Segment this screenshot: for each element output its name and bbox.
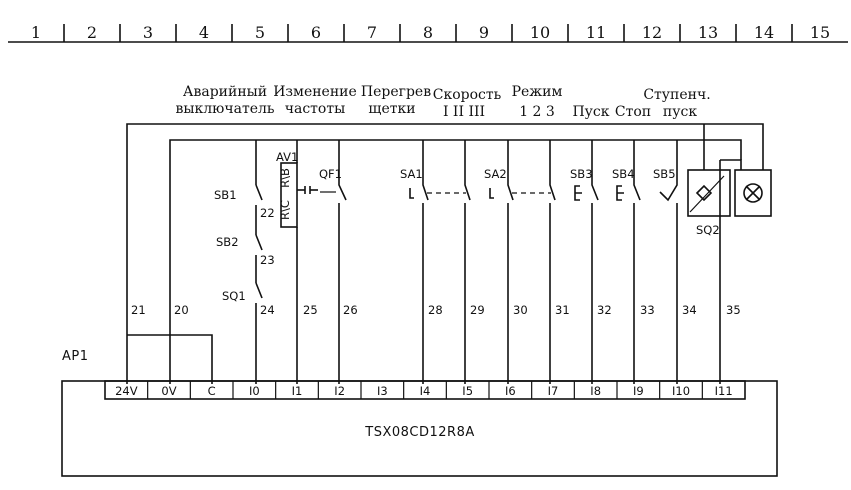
wire-29: 29 — [470, 303, 485, 317]
label-sa2: SA2 — [484, 167, 507, 181]
label-sb2: SB2 — [216, 235, 239, 249]
caption-overheat-1: Перегрев — [360, 84, 432, 100]
caption-start: Пуск — [572, 104, 610, 120]
plc-terminal: I5 — [462, 384, 474, 398]
ruler-label: 5 — [254, 23, 266, 42]
plc-terminal: C — [207, 384, 216, 398]
caption-step-2: пуск — [662, 104, 698, 120]
plc-terminal: I2 — [334, 384, 346, 398]
plc-terminal: I11 — [714, 384, 733, 398]
ruler-label: 6 — [310, 23, 322, 42]
wire-28: 28 — [428, 303, 443, 317]
wire-34: 34 — [682, 303, 697, 317]
ruler-label: 11 — [585, 23, 607, 42]
caption-emergency-2: выключатель — [175, 101, 275, 117]
label-sb1: SB1 — [214, 188, 237, 202]
caption-speed-1: Скорость — [432, 87, 502, 103]
label-sq2: SQ2 — [696, 223, 720, 237]
ruler-label: 10 — [529, 23, 551, 42]
ruler-label: 13 — [697, 23, 719, 42]
caption-step-1: Ступенч. — [643, 87, 711, 103]
ruler-label: 2 — [86, 23, 98, 42]
ruler-label: 4 — [198, 23, 210, 42]
label-sb5: SB5 — [653, 167, 676, 181]
plc-terminal: I1 — [291, 384, 303, 398]
label-sq1: SQ1 — [222, 289, 246, 303]
caption-mode-2: 1 2 3 — [519, 104, 555, 120]
plc-terminal: 0V — [161, 384, 177, 398]
caption-freq-2: частоты — [284, 101, 346, 117]
caption-speed-2: I II III — [442, 104, 486, 120]
wire-32: 32 — [597, 303, 612, 317]
wire-22: 22 — [260, 206, 275, 220]
wire-26: 26 — [343, 303, 358, 317]
wire-31: 31 — [555, 303, 570, 317]
wiring — [127, 124, 771, 384]
captions — [175, 84, 710, 120]
plc-name: AP1 — [62, 349, 89, 364]
plc-terminal: I8 — [590, 384, 602, 398]
ruler-label: 12 — [641, 23, 663, 42]
plc-terminal: I6 — [504, 384, 516, 398]
wire-33: 33 — [640, 303, 655, 317]
caption-overheat-2: щетки — [368, 101, 416, 117]
ruler-label: 1 — [30, 23, 42, 42]
plc-terminal: 24V — [115, 384, 138, 398]
plc-terminal: I4 — [419, 384, 431, 398]
caption-freq-1: Изменение — [273, 84, 357, 100]
ruler-label: 7 — [366, 23, 378, 42]
wire-23: 23 — [260, 253, 275, 267]
wire-35: 35 — [726, 303, 741, 317]
ruler-label: 15 — [809, 23, 831, 42]
label-sb3: SB3 — [570, 167, 593, 181]
wire-21: 21 — [131, 303, 146, 317]
caption-stop: Стоп — [614, 104, 652, 120]
wire-24: 24 — [260, 303, 275, 317]
wire-20: 20 — [174, 303, 189, 317]
plc-terminal: I10 — [671, 384, 691, 398]
wire-25: 25 — [303, 303, 318, 317]
label-sa1: SA1 — [400, 167, 423, 181]
plc-terminal: I9 — [632, 384, 644, 398]
label-qf1: QF1 — [319, 167, 342, 181]
plc-terminal: I3 — [376, 384, 388, 398]
label-rb: R\B — [278, 168, 292, 188]
ruler-label: 3 — [142, 23, 154, 42]
wire-30: 30 — [513, 303, 528, 317]
plc-terminal: I7 — [547, 384, 559, 398]
plc-terminal: I0 — [248, 384, 260, 398]
plc-model: TSX08CD12R8A — [365, 425, 475, 440]
ruler-label: 9 — [478, 23, 490, 42]
ruler-label: 8 — [422, 23, 434, 42]
label-rc: R\C — [278, 200, 292, 220]
caption-mode-1: Режим — [511, 84, 563, 100]
ruler — [8, 23, 848, 42]
label-av1: AV1 — [276, 150, 299, 164]
ruler-label: 14 — [753, 23, 775, 42]
label-sb4: SB4 — [612, 167, 635, 181]
caption-emergency-1: Аварийный — [182, 84, 268, 100]
